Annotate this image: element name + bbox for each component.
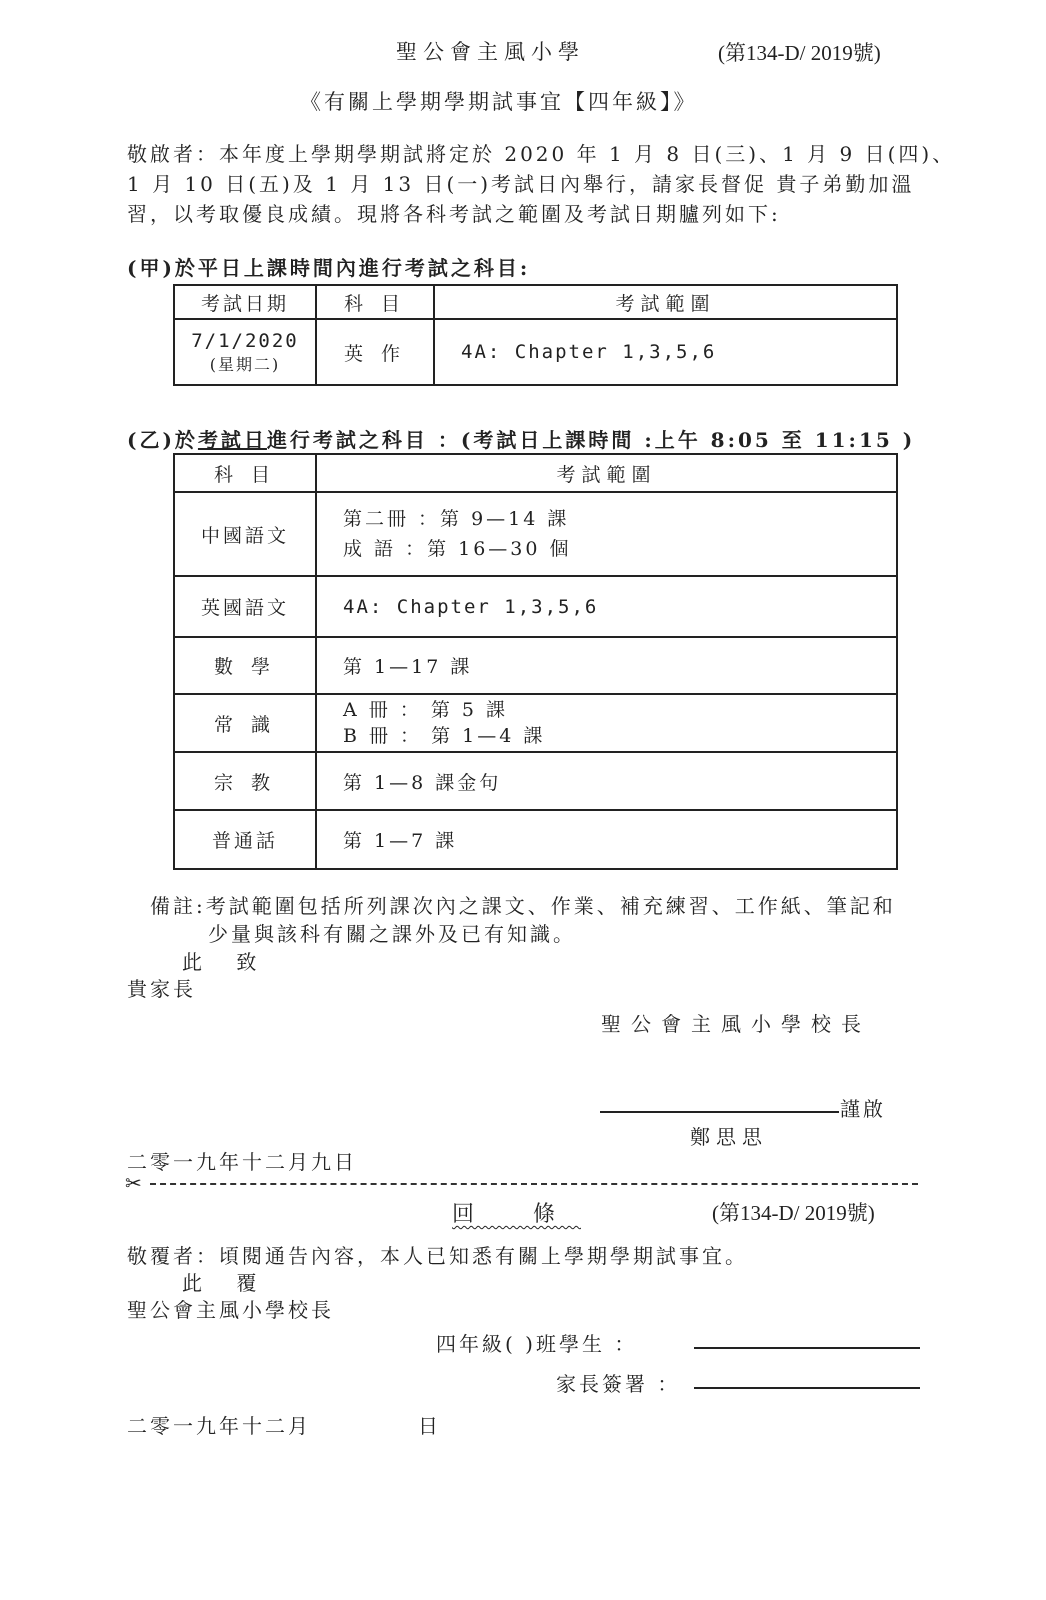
- subject-math: 數 學: [174, 637, 316, 694]
- scope-cell: [316, 492, 897, 576]
- section-b-heading: [127, 424, 915, 453]
- intro-line-2: 1 月 10 日(五)及 1 月 13 日(一)考試日內舉行，請家長督促 貴子弟勤加溫: [127, 172, 915, 196]
- scope-line: B 冊 ： 第 1—4 課: [343, 725, 546, 747]
- exam-date-cell: [174, 319, 316, 385]
- exam-date: 7/1/2020: [191, 329, 299, 352]
- section-b-table: [173, 453, 898, 870]
- header-subject: 科 目: [316, 285, 434, 319]
- reply-date-prefix: 二零一九年十二月: [127, 1414, 311, 1438]
- student-class-label: 四年級( )班學生 ：: [436, 1332, 638, 1356]
- notice-number: (第134-D/ 2019號): [718, 41, 881, 65]
- principal-name: 鄭思思: [690, 1125, 768, 1149]
- section-a-heading: (甲)於平日上課時間內進行考試之科目:: [127, 256, 531, 280]
- table-row: [174, 752, 897, 810]
- header-subject: 科 目: [174, 454, 316, 492]
- reply-cifu: 此 覆: [182, 1271, 271, 1295]
- reply-notice-number: (第134-D/ 2019號): [712, 1201, 875, 1225]
- section-a-table: [173, 284, 898, 386]
- subject-general-studies: 常 識: [174, 694, 316, 752]
- signature-line: [600, 1111, 839, 1113]
- scope-cell: 第 1—7 課: [316, 810, 897, 869]
- table-row: [174, 810, 897, 869]
- header-date: 考試日期: [174, 285, 316, 319]
- section-b-heading-underlined: 考試日: [197, 428, 267, 452]
- reply-date-suffix: 日: [418, 1414, 438, 1438]
- principal-title: 聖公會主風小學校長: [601, 1012, 871, 1036]
- table-row: [174, 319, 897, 385]
- table-header-row: [174, 454, 897, 492]
- scope-cell: [316, 694, 897, 752]
- table-row: [174, 637, 897, 694]
- intro-line-1: 敬啟者：本年度上學期學期試將定於 2020 年 1 月 8 日(三)、1 月 9 日(四)、: [127, 142, 956, 166]
- scope-line: 成 語 ：第 16—30 個: [343, 538, 572, 560]
- closing-jinqi: 謹啟: [840, 1097, 886, 1121]
- subject-english: 英國語文: [174, 576, 316, 637]
- scope-line: A 冊 ： 第 5 課: [343, 699, 509, 721]
- section-b-heading-suffix: 進行考試之科目 ：(考試日上課時間 :上午 8:05 至 11:15 ): [266, 428, 916, 452]
- table-header-row: [174, 285, 897, 319]
- parent-signature-field[interactable]: [694, 1387, 920, 1389]
- remarks-line-1: 備註:考試範圍包括所列課次內之課文、作業、補充練習、工作紙、筆記和: [150, 894, 896, 918]
- header-scope: 考試範圍: [434, 285, 897, 319]
- reply-body: 敬覆者：頃閱通告內容，本人已知悉有關上學期學期試事宜。: [127, 1244, 748, 1268]
- school-name: 聖公會主風小學: [396, 40, 585, 64]
- scope-cell: 4A: Chapter 1,3,5,6: [434, 319, 897, 385]
- student-name-field[interactable]: [694, 1347, 920, 1349]
- notice-date: 二零一九年十二月九日: [127, 1150, 357, 1174]
- cut-line: [150, 1183, 918, 1185]
- header-scope: 考試範圍: [316, 454, 897, 492]
- closing-recipient: 貴家長: [127, 977, 196, 1001]
- scope-line: 第二冊 ：第 9—14 課: [343, 508, 570, 530]
- subject-cell: 英 作: [316, 319, 434, 385]
- scope-cell: 4A: Chapter 1,3,5,6: [316, 576, 897, 637]
- table-row: [174, 694, 897, 752]
- intro-line-3: 習，以考取優良成績。現將各科考試之範圍及考試日期臚列如下:: [127, 202, 781, 226]
- subject-religion: 宗 教: [174, 752, 316, 810]
- closing-cizhi: 此 致: [182, 950, 271, 974]
- reply-title: 回 條: [452, 1202, 581, 1227]
- scissors-icon: ✂: [125, 1171, 142, 1195]
- reply-recipient: 聖公會主風小學校長: [127, 1298, 334, 1322]
- parent-signature-label: 家長簽署 ：: [556, 1372, 681, 1396]
- exam-weekday: (星期二): [209, 354, 281, 374]
- table-row: [174, 576, 897, 637]
- remarks-line-2: 少量與該科有關之課外及已有知識。: [208, 922, 576, 946]
- section-b-heading-prefix: (乙)於: [127, 428, 198, 452]
- subject-chinese: 中國語文: [174, 492, 316, 576]
- notice-title: 《有關上學期學期試事宜【四年級】》: [300, 90, 698, 114]
- subject-putonghua: 普通話: [174, 810, 316, 869]
- table-row: [174, 492, 897, 576]
- scope-cell: 第 1—17 課: [316, 637, 897, 694]
- scope-cell: 第 1—8 課金句: [316, 752, 897, 810]
